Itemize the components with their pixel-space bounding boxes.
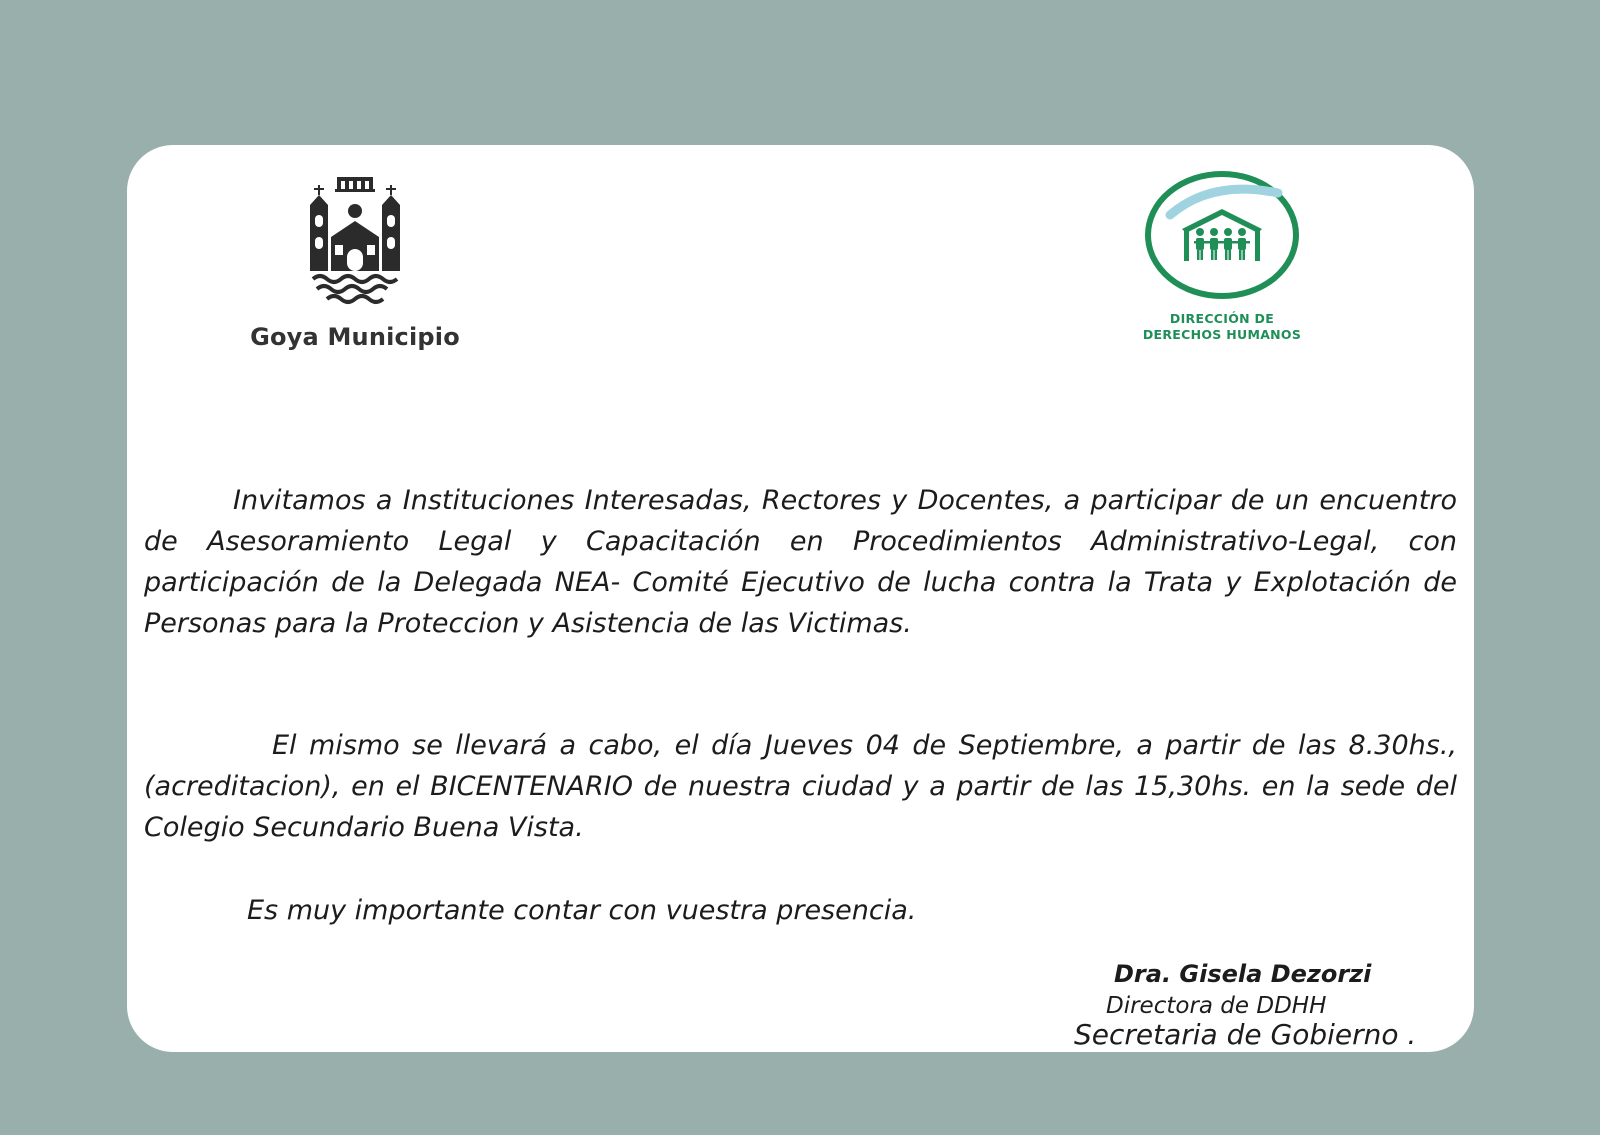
- closing-paragraph: Es muy importante contar con vuestra presencia.: [247, 895, 917, 926]
- ddhh-logo-text: [1087, 311, 1357, 343]
- signatory-role: Directora de DDHH: [1106, 993, 1327, 1019]
- invitation-paragraph: Invitamos a Instituciones Interesadas, Rectores y Docentes, a participar de un encuentro de Asesoramiento Legal y Capacitación en Procedimientos Administrativo-Legal, con participación de la Delegada NEA- Comité Ejecutivo de lucha contra la Trata y Explotación de Personas para la Proteccion y Asistencia de las Victimas.: [144, 485, 1457, 639]
- ddhh-logo-line1: DIRECCIÓN DE: [1169, 311, 1275, 326]
- human-rights-emblem-icon: [1142, 169, 1302, 301]
- goya-logo-text: Goya Municipio: [250, 323, 460, 351]
- event-details-paragraph: El mismo se llevará a cabo, el día Jueves 04 de Septiembre, a partir de las 8.30hs.,(acreditacion), en el BICENTENARIO de nuestra ciudad y a partir de las 15,30hs. en la sede del Colegio Secundario Buena Vista.: [144, 730, 1457, 843]
- signatory-office: Secretaria de Gobierno .: [1074, 1018, 1417, 1051]
- ddhh-logo-line2: DERECHOS HUMANOS: [1142, 327, 1302, 342]
- ddhh-logo: [1087, 169, 1357, 343]
- city-hall-emblem-icon: [307, 175, 403, 307]
- goya-logo: [245, 175, 465, 351]
- signatory-name: Dra. Gisela Dezorzi: [1114, 960, 1372, 988]
- invitation-card: [127, 145, 1474, 1052]
